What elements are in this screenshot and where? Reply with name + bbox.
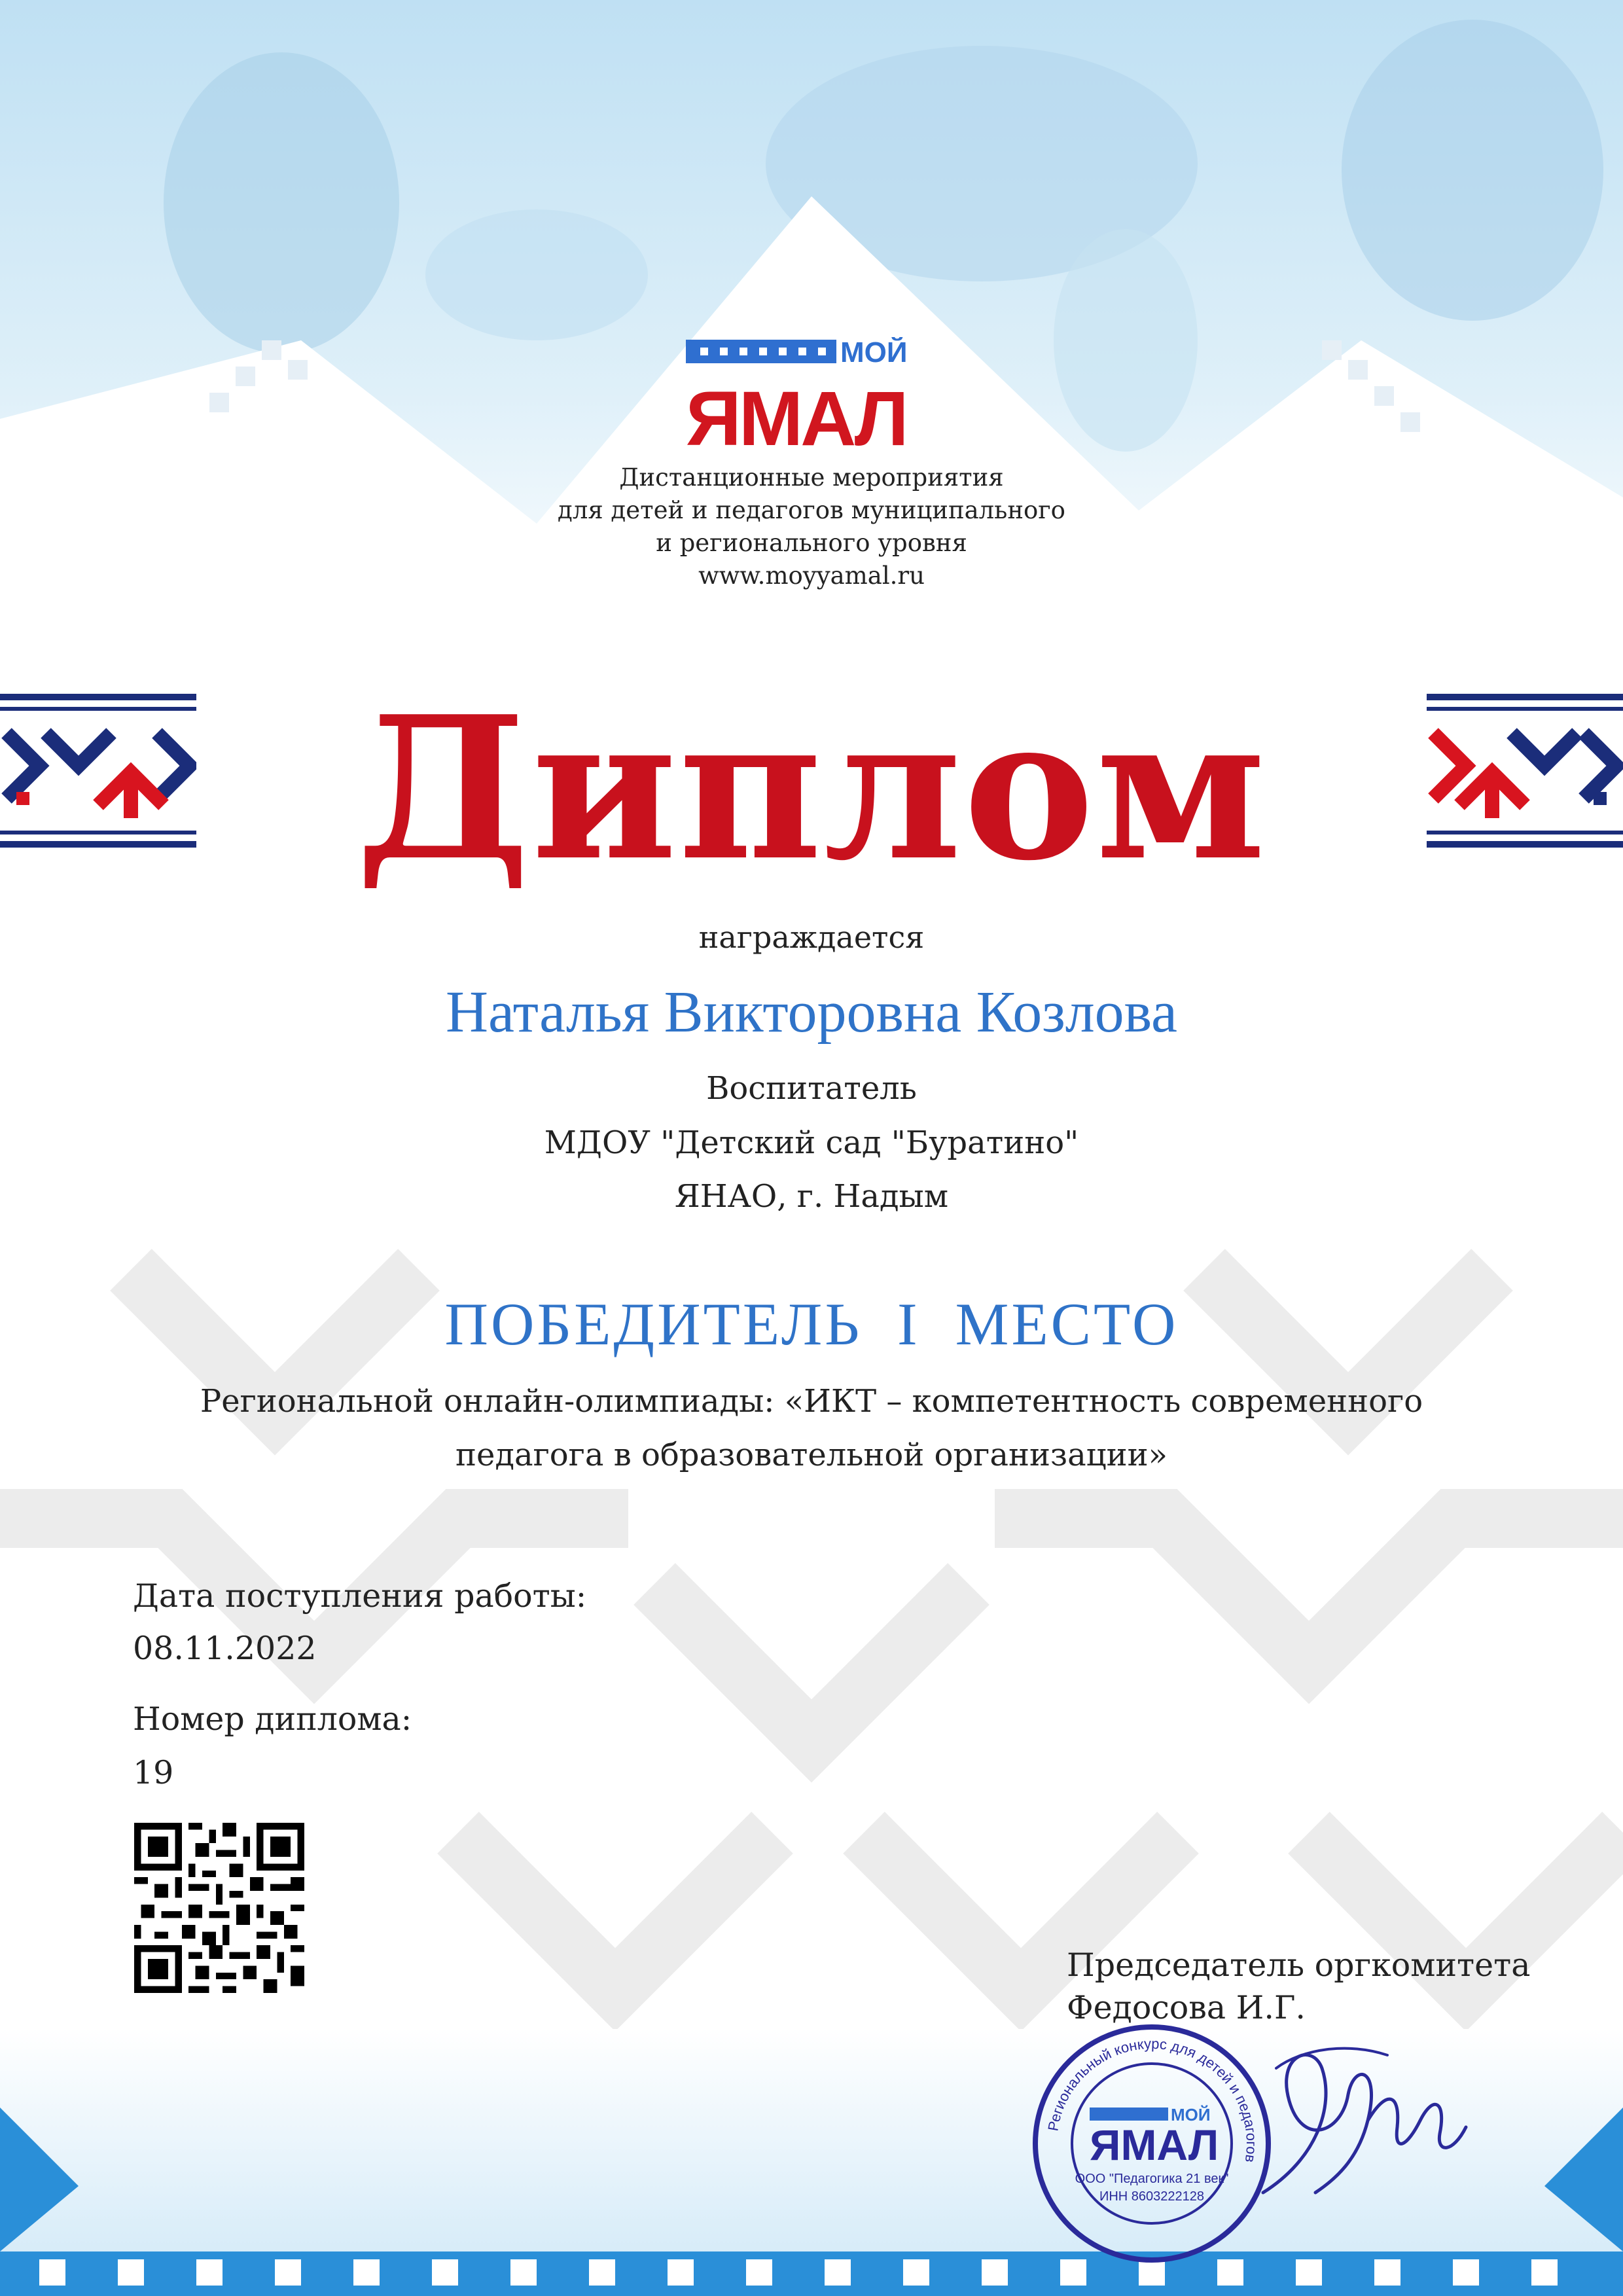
org-line-3: и регионального уровня [656, 529, 967, 557]
signature-icon [1237, 2029, 1486, 2225]
recipient-position: Воспитатель [706, 1070, 917, 1107]
stamp-company: ООО "Педагогика 21 век" [1075, 2172, 1229, 2186]
website-link[interactable]: www.moyyamal.ru [698, 562, 925, 590]
event-line-1: Региональной онлайн-олимпиады: «ИКТ – компетентность современного [200, 1383, 1423, 1420]
recipient-organization: МДОУ "Детский сад "Буратино" [544, 1124, 1079, 1161]
diploma-title: Диплом [355, 673, 1268, 904]
chairman-signature-block [1067, 1944, 1530, 2029]
org-line-1: Дистанционные мероприятия [619, 463, 1004, 492]
result-title: ПОБЕДИТЕЛЬ I МЕСТО [444, 1291, 1179, 1357]
stamp-logo-yamal: ЯМАЛ [1090, 2121, 1219, 2169]
diploma-number-value: 19 [133, 1754, 174, 1791]
date-value: 08.11.2022 [133, 1630, 317, 1667]
yamal-logo [681, 337, 942, 452]
organization-info [0, 461, 1623, 592]
chairman-role: Председатель оргкомитета [1067, 1946, 1531, 1984]
qr-code-icon[interactable] [134, 1823, 304, 1993]
event-description [0, 1374, 1623, 1482]
awarded-text: награждается [698, 920, 925, 955]
logo-yamal-text: ЯМАЛ [686, 376, 906, 452]
chairman-name: Федосова И.Г. [1067, 1989, 1306, 2026]
stamp-logo-moy: МОЙ [1171, 2105, 1211, 2125]
logo-moy-text: МОЙ [840, 337, 908, 368]
date-label: Дата поступления работы: [133, 1577, 587, 1615]
recipient-location: ЯНАО, г. Надым [674, 1178, 949, 1215]
yamal-logo-icon [681, 337, 942, 452]
event-line-2: педагога в образовательной организации» [455, 1437, 1168, 1473]
stamp-ring-text: Региональный конкурс для детей и педагогов [1044, 2035, 1260, 2164]
diploma-number-label: Номер диплома: [133, 1700, 412, 1738]
recipient-name: Наталья Викторовна Козлова [446, 980, 1177, 1045]
org-line-2: для детей и педагогов муниципального [558, 496, 1065, 524]
stamp-inn: ИНН 8603222128 [1099, 2189, 1205, 2204]
